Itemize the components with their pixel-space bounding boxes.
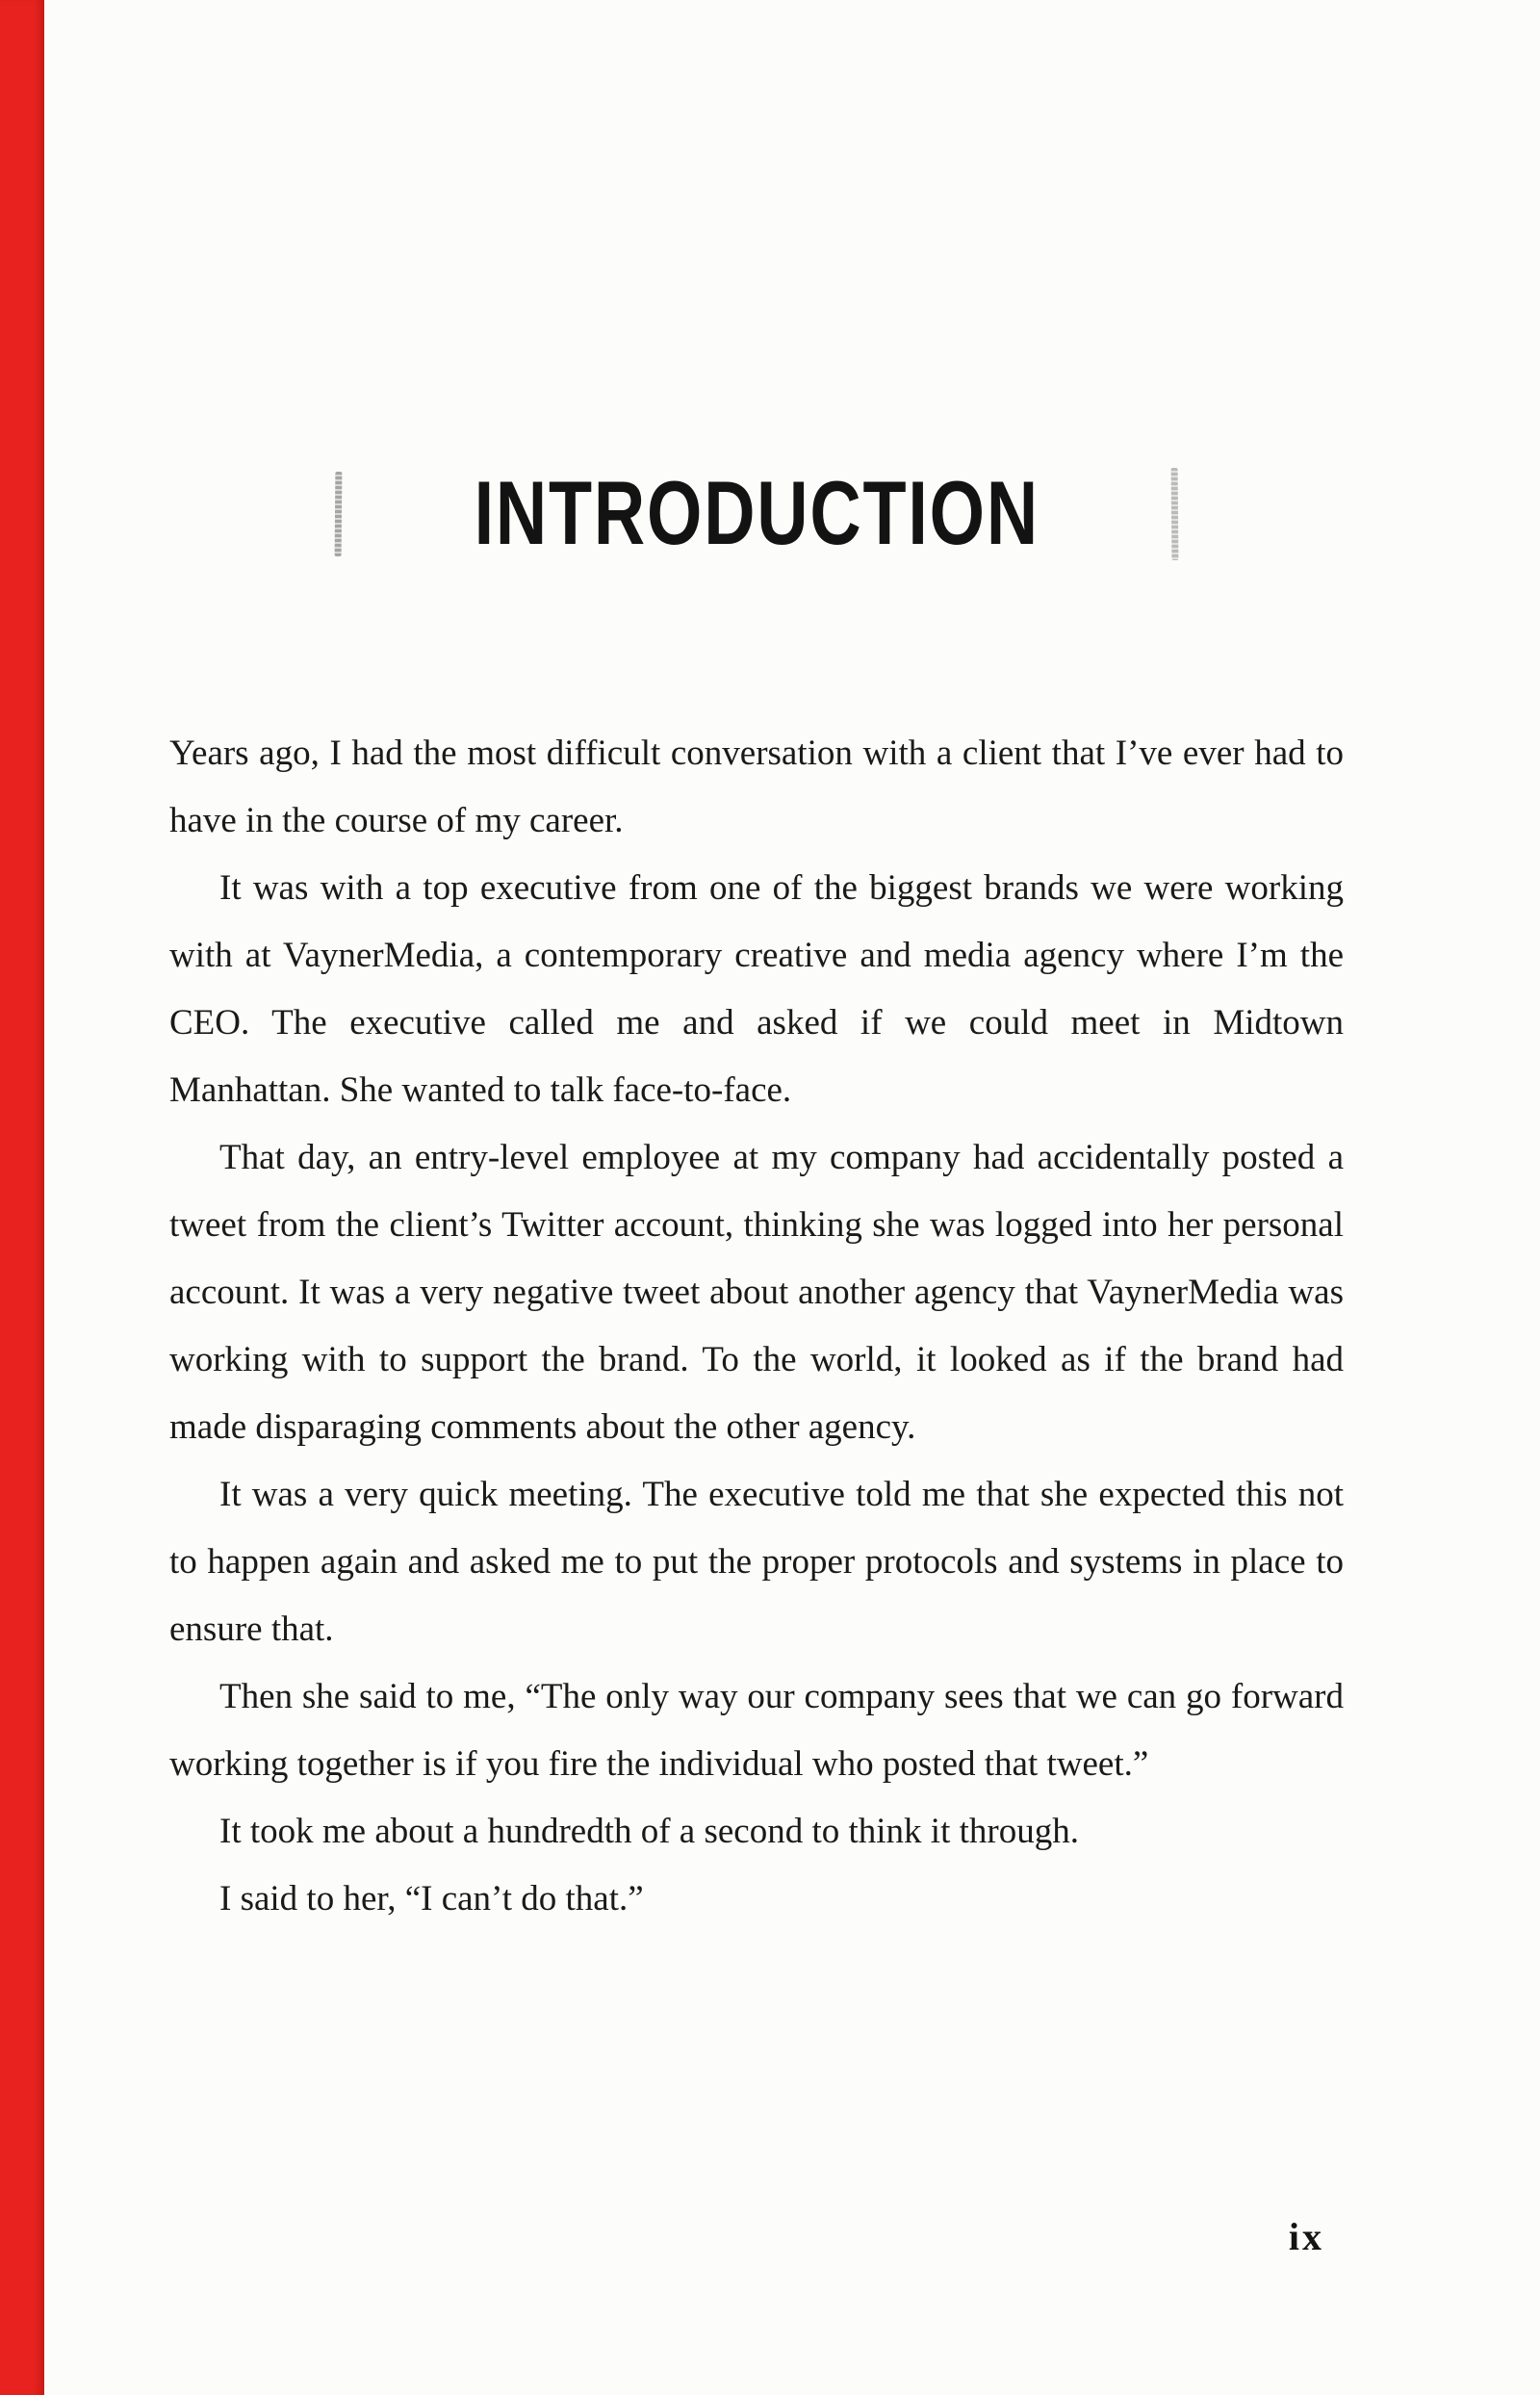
title-ornament-right-icon bbox=[1171, 468, 1179, 560]
chapter-title-row bbox=[169, 460, 1344, 568]
paragraph: It was a very quick meeting. The executive told me that she expected this not to happen again and asked me to put the proper protocols and systems in place to ensure that. bbox=[169, 1475, 1344, 1649]
page-number: ix bbox=[1288, 2215, 1324, 2258]
paragraph: Then she said to me, “The only way our company sees that we can go forward working together is if you fire the individual who posted that tweet.” bbox=[169, 1677, 1344, 1784]
chapter-title: INTRODUCTION bbox=[474, 463, 1040, 564]
paragraph: I said to her, “I can’t do that.” bbox=[219, 1879, 644, 1919]
title-ornament-left-icon bbox=[334, 472, 342, 556]
book-spine-edge bbox=[0, 0, 44, 2395]
paragraph: It was with a top executive from one of the biggest brands we were working with at VaynerMedia, a contemporary creative and media agency where I’m the CEO. The executive called me and asked if we could meet in Midtown Manhattan. She wanted to talk face-to-face. bbox=[169, 868, 1344, 1110]
paragraph: It took me about a hundredth of a second to think it through. bbox=[219, 1812, 1079, 1851]
paragraph: Years ago, I had the most difficult conversation with a client that I’ve ever had to have in the course of my career. bbox=[169, 734, 1344, 840]
page-content bbox=[169, 0, 1344, 1933]
paragraph: That day, an entry-level employee at my company had accidentally posted a tweet from the client’s Twitter account, thinking she was logged into her personal account. It was a very negative tweet about another agency that VaynerMedia was working with to support the brand. To the world, it looked as if the brand had made disparaging comments about the other agency. bbox=[169, 1138, 1344, 1447]
body-text bbox=[169, 720, 1344, 1933]
